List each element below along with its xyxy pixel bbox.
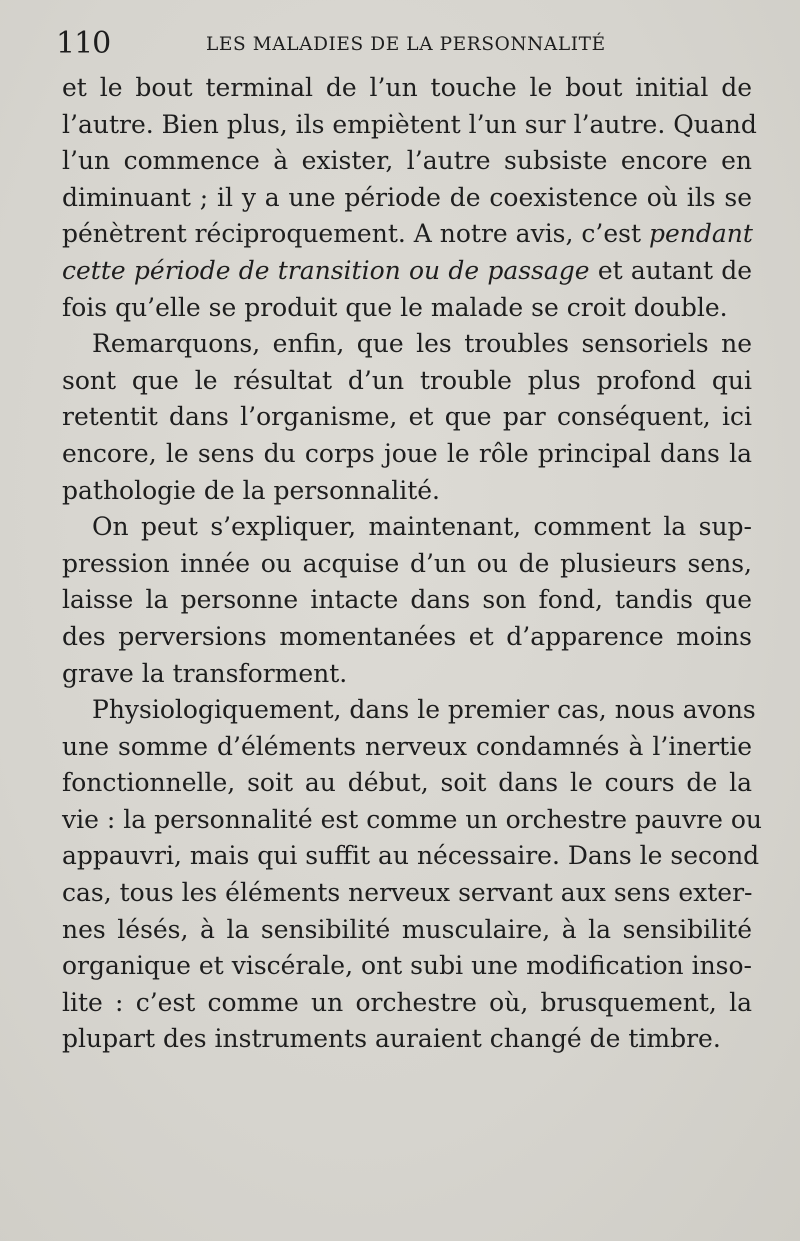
text-line: pression innée ou acquise d’un ou de plusieurs sens, — [62, 548, 752, 578]
text-line: nes lésés, à la sensibilité musculaire, à la sensibilité — [62, 914, 752, 944]
text-line: appauvri, mais qui suffit au nécessaire. Dans le second — [62, 841, 760, 871]
text-line: pathologie de la personnalité. — [62, 475, 441, 505]
text-line: l’un commence à exister, l’autre subsiste encore en — [62, 146, 752, 176]
text-line: vie : la personnalité est comme un orchestre pauvre ou — [62, 804, 763, 834]
running-head: LES MALADIES DE LA PERSONNALITÉ — [206, 34, 606, 55]
text-line: sont que le résultat d’un trouble plus profond qui — [62, 365, 752, 395]
text-line: fonctionnelle, soit au début, soit dans le cours de la — [62, 768, 752, 798]
text-line: organique et viscérale, ont subi une modification inso- — [62, 951, 752, 981]
text-line — [62, 253, 752, 290]
text-line: On peut s’expliquer, maintenant, comment la sup- — [92, 512, 752, 542]
page-number: 110 — [56, 26, 111, 61]
text-segment: pénètrent réciproquement. A notre avis, c’est — [62, 219, 642, 249]
text-line: fois qu’elle se produit que le malade se croit double. — [62, 292, 728, 322]
text-line — [62, 216, 752, 253]
text-line: et le bout terminal de l’un touche le bout initial de — [62, 73, 752, 102]
text-line: Physiologiquement, dans le premier cas, nous avons — [92, 695, 756, 725]
text-line: une somme d’éléments nerveux condamnés à l’inertie — [62, 731, 752, 761]
text-line: retentit dans l’organisme, et que par conséquent, ici — [62, 402, 752, 432]
text-line: laisse la personne intacte dans son fond, tandis que — [62, 585, 752, 615]
page-header — [56, 26, 746, 62]
text-segment: et autant de — [597, 255, 752, 285]
text-line: cas, tous les éléments nerveux servant aux sens exter- — [62, 878, 753, 908]
text-line: des perversions momentanées et d’apparence moins — [62, 621, 752, 651]
text-line: l’autre. Bien plus, ils empiètent l’un sur l’autre. Quand — [62, 109, 757, 139]
text-line: lite : c’est comme un orchestre où, brusquement, la — [62, 987, 752, 1017]
italic-text: pendant — [648, 219, 753, 249]
text-line: plupart des instruments auraient changé de timbre. — [62, 1024, 721, 1054]
text-line: grave la transforment. — [62, 658, 348, 688]
text-line: encore, le sens du corps joue le rôle principal dans la — [62, 438, 752, 468]
text-line: diminuant ; il y a une période de coexistence où ils se — [62, 182, 752, 212]
body-text — [62, 70, 763, 1058]
italic-text: cette période de transition ou de passage — [62, 255, 590, 285]
text-line: Remarquons, enfin, que les troubles sensoriels ne — [92, 329, 752, 359]
